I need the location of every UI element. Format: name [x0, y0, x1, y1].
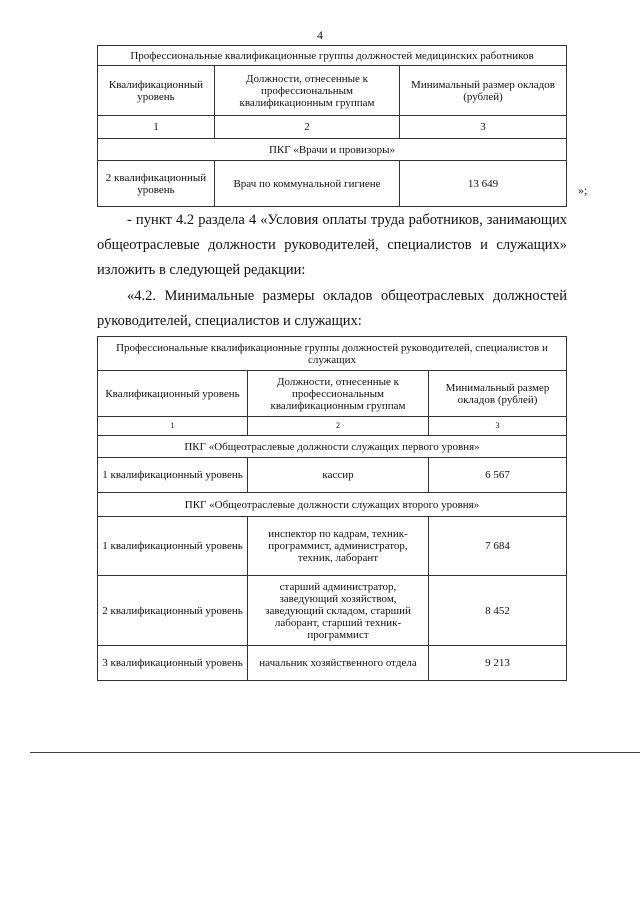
header-level: Квалификационный уровень — [98, 371, 248, 417]
level-cell: 1 квалификационный уровень — [98, 458, 248, 493]
group-title: ПКГ «Общеотраслевые должности служащих второго уровня» — [98, 493, 567, 517]
paragraph-amendment: - пункт 4.2 раздела 4 «Условия оплаты труда работников, занимающих общеотраслевые должности руководителей, специалистов и служащих» изложить в следующей редакции: — [97, 212, 567, 278]
general-salary-table — [97, 336, 567, 681]
salary-cell: 7 684 — [429, 517, 567, 576]
col-number: 1 — [98, 116, 215, 139]
header-level: Квалификационный уровень — [98, 66, 215, 116]
table-row — [98, 517, 567, 576]
positions-cell: кассир — [248, 458, 429, 493]
header-salary: Минимальный размер окладов (рублей) — [400, 66, 567, 116]
header-positions: Должности, отнесенные к профессиональным квалификационным группам — [248, 371, 429, 417]
level-cell: 1 квалификационный уровень — [98, 517, 248, 576]
col-number: 2 — [248, 417, 429, 436]
paragraph-section-4-2: «4.2. Минимальные размеры окладов общеотраслевых должностей руководителей, специалистов и служащих: — [97, 288, 567, 329]
salary-cell: 8 452 — [429, 576, 567, 646]
table-row — [98, 458, 567, 493]
horizontal-rule — [30, 752, 640, 753]
level-cell: 2 квалификационный уровень — [98, 576, 248, 646]
page-number: 4 — [317, 28, 323, 42]
table-row — [98, 646, 567, 681]
salary-cell: 13 649 — [400, 161, 567, 207]
header-positions: Должности, отнесенные к профессиональным квалификационным группам — [215, 66, 400, 116]
table-row — [98, 161, 567, 207]
table-row — [98, 576, 567, 646]
salary-cell: 9 213 — [429, 646, 567, 681]
medical-salary-table — [97, 45, 567, 207]
header-salary: Минимальный размер окладов (рублей) — [429, 371, 567, 417]
table-title: Профессиональные квалификационные группы должностей медицинских работников — [98, 46, 567, 66]
positions-cell: начальник хозяйственного отдела — [248, 646, 429, 681]
col-number: 2 — [215, 116, 400, 139]
table-title: Профессиональные квалификационные группы должностей руководителей, специалистов и служащих — [98, 337, 567, 371]
closing-quote: »; — [578, 183, 588, 197]
positions-cell: Врач по коммунальной гигиене — [215, 161, 400, 207]
positions-cell: старший администратор, заведующий хозяйством, заведующий складом, старший лаборант, старший техник-программист — [248, 576, 429, 646]
col-number: 3 — [400, 116, 567, 139]
level-cell: 2 квалификационный уровень — [98, 161, 215, 207]
positions-cell: инспектор по кадрам, техник-программист, администратор, техник, лаборант — [248, 517, 429, 576]
col-number: 1 — [98, 417, 248, 436]
group-title: ПКГ «Общеотраслевые должности служащих первого уровня» — [98, 436, 567, 458]
salary-cell: 6 567 — [429, 458, 567, 493]
level-cell: 3 квалификационный уровень — [98, 646, 248, 681]
group-title: ПКГ «Врачи и провизоры» — [98, 139, 567, 161]
col-number: 3 — [429, 417, 567, 436]
